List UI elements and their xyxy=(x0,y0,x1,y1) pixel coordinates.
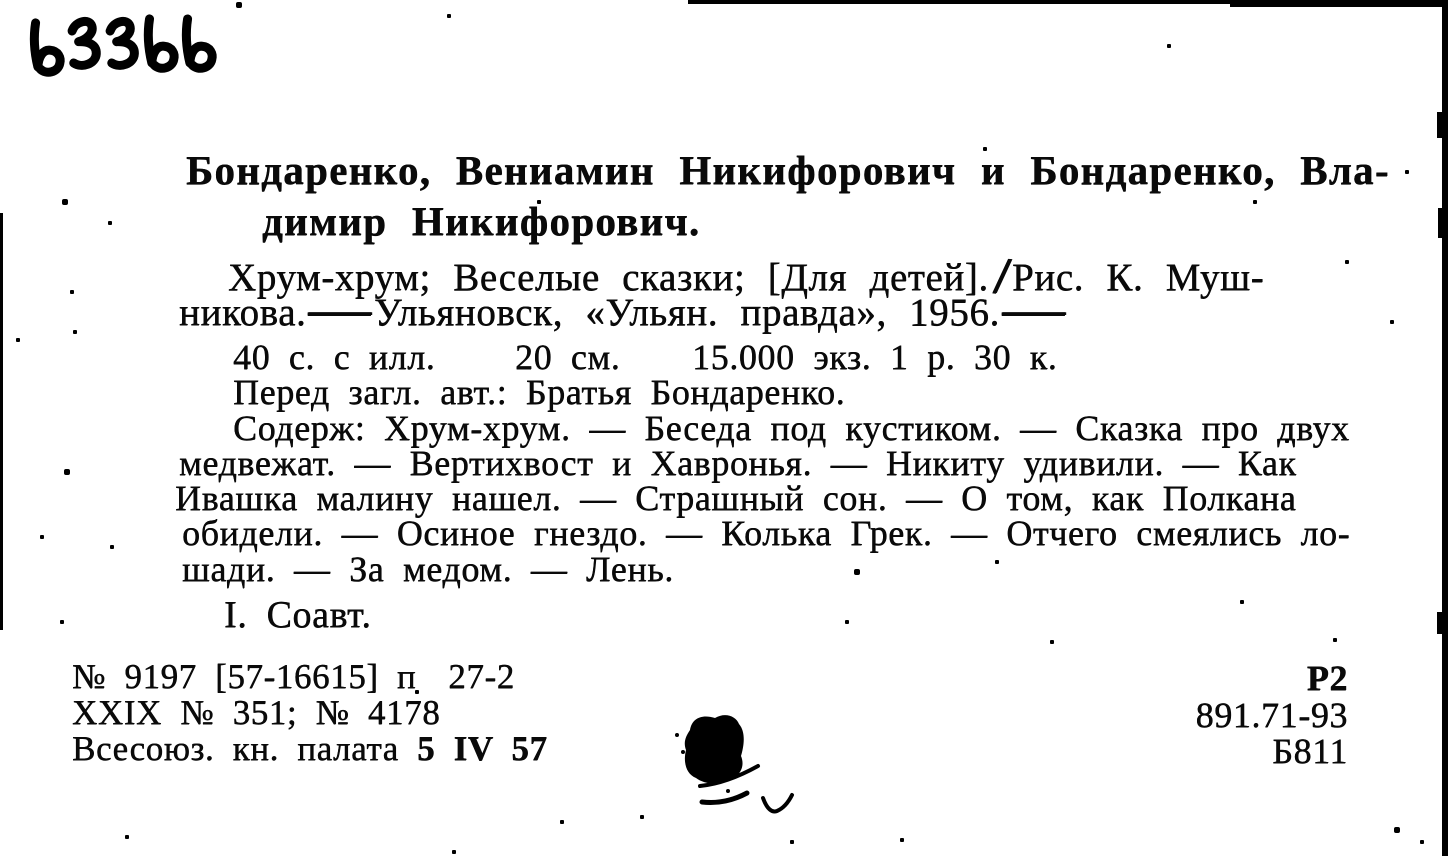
author-mark: Б811 xyxy=(1272,731,1348,771)
ink-blot-stamp xyxy=(620,690,870,860)
author-heading-line2: димир Никифорович. xyxy=(262,198,701,244)
scan-edge-right-tick1 xyxy=(1437,112,1443,138)
registry-line xyxy=(72,659,515,694)
scan-edge-left xyxy=(0,213,3,630)
author-heading-line1: Бондаренко, Вениамин Никифорович и Бондаренко, Вла- xyxy=(186,147,1390,193)
title-text-continued: никова. xyxy=(179,291,307,334)
collation-print-run-price: 15.000 экз. 1 р. 30 к. xyxy=(692,337,1058,377)
contents-line1: Содерж: Хрум-хрум. — Беседа под кустиком. — Сказка про двух xyxy=(233,408,1350,448)
contents-line5: шади. — За медом. — Лень. xyxy=(182,549,674,589)
pen-dash-mark-1: — xyxy=(308,289,372,332)
registry-number: № 9197 [57-16615] п xyxy=(72,657,417,696)
contents-line4: обидели. — Осиное гнездо. — Колька Грек. — Отчего смеялись ло- xyxy=(182,513,1351,553)
literature-code: Р2 xyxy=(1306,658,1348,698)
book-chamber-name: Всесоюз. кн. палата xyxy=(72,729,399,768)
classification-index: 891.71-93 xyxy=(1195,695,1348,735)
book-chamber-date: 5 IV 57 xyxy=(417,729,548,768)
title-statement-of-responsibility: Рис. К. Муш- xyxy=(1011,256,1265,299)
note-line: Перед загл. авт.: Братья Бондаренко. xyxy=(233,372,846,412)
registry-suffix: 27-2 xyxy=(448,657,515,696)
collation-format: 20 см. xyxy=(515,337,621,377)
contents-line3: Ивашка малину нашел. — Страшный сон. — О том, как Полкана xyxy=(175,478,1297,518)
collation-extent: 40 с. с илл. xyxy=(233,337,436,377)
handwritten-accession-number-strokes xyxy=(23,5,237,91)
series-numbers-line: XXIX № 351; № 4178 xyxy=(72,693,441,732)
handwritten-accession-number xyxy=(23,5,237,91)
imprint-text: Ульяновск, «Ульян. правда», 1956. xyxy=(373,291,1000,334)
added-entry: I. Соавт. xyxy=(224,594,372,636)
title-line2-imprint xyxy=(179,289,1067,334)
scan-edge-right-tick2 xyxy=(1438,208,1443,238)
pen-slash-mark: / xyxy=(991,246,1013,306)
scan-edge-top-right xyxy=(1230,0,1448,7)
contents-line2: медвежат. — Вертихвост и Хавронья. — Никиту удивили. — Как xyxy=(179,443,1297,483)
title-text: Хрум-хрум; Веселые сказки; [Для детей]. xyxy=(228,256,989,299)
book-chamber-line xyxy=(72,731,548,766)
scan-noise xyxy=(447,14,451,18)
pen-dash-mark-2: — xyxy=(1001,289,1066,332)
scan-edge-right-tick3 xyxy=(1437,612,1443,634)
